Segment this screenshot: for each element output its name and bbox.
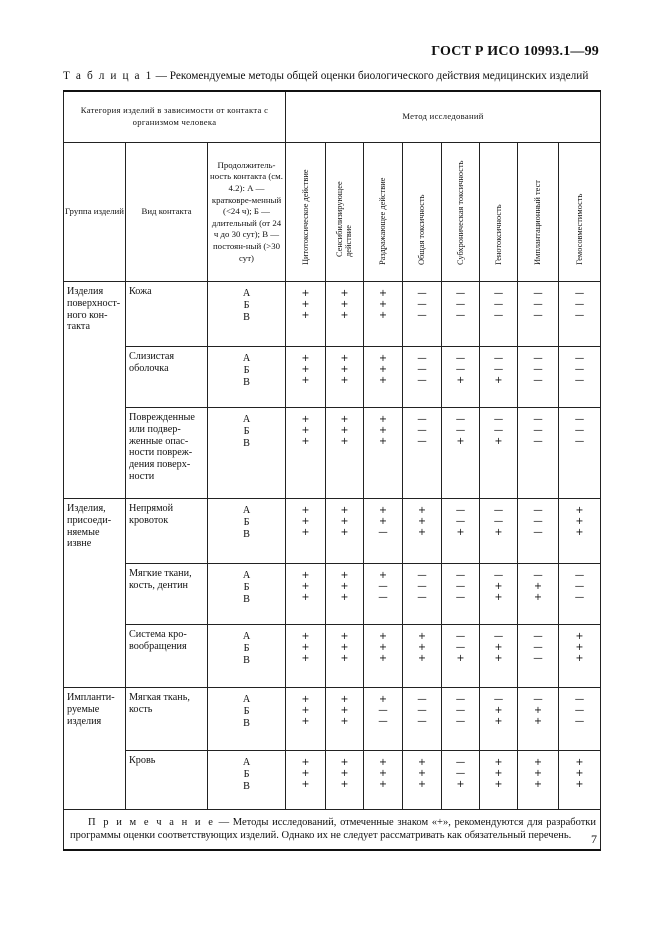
method-value-cell: + + +	[286, 625, 326, 688]
duration-cell: А Б В	[208, 347, 286, 408]
group-header: Группа изделий	[64, 143, 126, 282]
contact-type-cell: Слизистая оболочка	[126, 347, 208, 408]
method-header: Метод исследований	[286, 91, 601, 143]
method-value-cell: + + +	[326, 408, 364, 499]
method-value-cell: + + +	[403, 751, 442, 810]
table-body	[64, 282, 601, 810]
method-value-cell: — — +	[442, 408, 480, 499]
note-row	[64, 810, 601, 850]
method-value-cell: + + +	[286, 347, 326, 408]
table-row	[64, 282, 601, 347]
method-value-cell: — — +	[442, 751, 480, 810]
method-value-cell: — — —	[559, 282, 601, 347]
method-value-cell: + + +	[364, 408, 403, 499]
method-value-cell: + + +	[559, 625, 601, 688]
document-header: ГОСТ Р ИСО 10993.1—99	[431, 44, 599, 59]
table-row	[64, 408, 601, 499]
contact-type-header: Вид контакта	[126, 143, 208, 282]
method-value-cell: + + +	[364, 625, 403, 688]
table-head-row-2	[64, 143, 601, 282]
table-row	[64, 751, 601, 810]
method-value-cell: — — —	[559, 564, 601, 625]
duration-cell: А Б В	[208, 282, 286, 347]
method-value-cell: — — —	[518, 347, 559, 408]
duration-cell: А Б В	[208, 688, 286, 751]
method-header-genotoxicity	[480, 143, 518, 282]
method-value-cell: — — —	[518, 499, 559, 564]
note-label: П р и м е ч а н и е	[88, 817, 215, 828]
method-value-cell: — — —	[518, 282, 559, 347]
method-value-cell: — + +	[480, 688, 518, 751]
method-value-cell: — — —	[480, 282, 518, 347]
method-value-cell: — — —	[442, 688, 480, 751]
method-value-cell: — — —	[403, 347, 442, 408]
method-value-cell: + + +	[286, 499, 326, 564]
method-header-subchronic-toxicity	[442, 143, 480, 282]
contact-type-cell: Система кро-вообращения	[126, 625, 208, 688]
method-value-cell: — — +	[480, 408, 518, 499]
method-value-cell: — — —	[403, 408, 442, 499]
method-value-cell: + + +	[403, 625, 442, 688]
method-value-cell: — — +	[442, 347, 480, 408]
method-value-cell: — — +	[442, 499, 480, 564]
method-value-cell: — — —	[518, 408, 559, 499]
contact-type-cell: Кровь	[126, 751, 208, 810]
table-row	[64, 499, 601, 564]
method-value-cell: + + +	[559, 499, 601, 564]
method-value-cell: + + +	[286, 688, 326, 751]
method-label: Общая токсичность	[417, 194, 427, 266]
group-cell: Изделия, присоеди-няемые извне	[64, 499, 126, 688]
method-label: Генотоксичность	[493, 204, 503, 266]
table-caption-text: — Рекомендуемые методы общей оценки биологического действия медицинских изделий	[152, 70, 589, 82]
method-value-cell: + + +	[326, 751, 364, 810]
group-cell: Изделия поверхност-ного кон-такта	[64, 282, 126, 499]
contact-type-cell: Кожа	[126, 282, 208, 347]
duration-cell: А Б В	[208, 751, 286, 810]
method-header-irritation	[364, 143, 403, 282]
methods-table	[63, 90, 601, 851]
method-header-sensitization	[326, 143, 364, 282]
duration-cell: А Б В	[208, 625, 286, 688]
table-row	[64, 625, 601, 688]
method-value-cell: — — —	[403, 282, 442, 347]
method-value-cell: + + +	[286, 408, 326, 499]
method-label: Сенсибилизирующее действие	[334, 181, 353, 258]
contact-type-cell: Мягкие ткани, кость, дентин	[126, 564, 208, 625]
method-value-cell: — — —	[559, 347, 601, 408]
method-header-hemocompatibility	[559, 143, 601, 282]
method-value-cell: + + +	[326, 347, 364, 408]
method-value-cell: + — —	[364, 564, 403, 625]
method-value-cell: + + +	[286, 282, 326, 347]
method-value-cell: + — —	[364, 688, 403, 751]
method-value-cell: — — +	[442, 625, 480, 688]
method-value-cell: + + +	[364, 347, 403, 408]
group-cell: Импланти-руемые изделия	[64, 688, 126, 810]
method-header-cytotoxic	[286, 143, 326, 282]
method-value-cell: — — —	[559, 688, 601, 751]
method-value-cell: — — —	[403, 564, 442, 625]
table-caption	[63, 70, 603, 82]
note-text: — Методы исследований, отмеченные знаком «+», рекомендуются для разработки программы оценки соответствующих изделий. Однако их не следует рассматривать как обязательный перечень.	[70, 817, 597, 842]
method-label: Имплантационный тест	[533, 180, 543, 266]
method-value-cell: + + +	[364, 282, 403, 347]
method-label: Цитотоксическое действие	[300, 169, 310, 266]
method-value-cell: — — +	[480, 347, 518, 408]
contact-type-cell: Мягкая ткань, кость	[126, 688, 208, 751]
method-value-cell: — — —	[559, 408, 601, 499]
method-value-cell: + + +	[326, 564, 364, 625]
method-value-cell: — + +	[518, 564, 559, 625]
method-value-cell: — — +	[480, 499, 518, 564]
method-value-cell: + + —	[364, 499, 403, 564]
method-value-cell: — + +	[480, 625, 518, 688]
method-value-cell: + + +	[326, 499, 364, 564]
method-value-cell: — — —	[442, 282, 480, 347]
method-header-implantation	[518, 143, 559, 282]
contact-type-cell: Непрямой кровоток	[126, 499, 208, 564]
method-value-cell: — + +	[518, 688, 559, 751]
method-value-cell: + + +	[559, 751, 601, 810]
method-value-cell: + + +	[326, 688, 364, 751]
method-value-cell: + + +	[480, 751, 518, 810]
table-row	[64, 347, 601, 408]
method-label: Субхроническая токсичность	[455, 160, 465, 266]
method-value-cell: — — —	[442, 564, 480, 625]
method-header-systemic-toxicity	[403, 143, 442, 282]
method-value-cell: + + +	[286, 564, 326, 625]
method-value-cell: — + +	[480, 564, 518, 625]
table-row	[64, 688, 601, 751]
table-head-row-1	[64, 91, 601, 143]
table-caption-label: Т а б л и ц а 1	[63, 70, 153, 82]
method-value-cell: + + +	[286, 751, 326, 810]
duration-header: Продолжитель-ность контакта (см. 4.2): А — кратковре-менный (<24 ч); Б — длительный (от 24 ч до 30 сут); В — постоян-ный (>30 сут)	[208, 143, 286, 282]
duration-cell: А Б В	[208, 408, 286, 499]
method-value-cell: + + +	[326, 282, 364, 347]
method-label: Гемосовместимость	[574, 194, 584, 266]
table-note	[64, 810, 601, 850]
method-value-cell: + + +	[364, 751, 403, 810]
category-header: Категория изделий в зависимости от контакта с организмом человека	[64, 91, 286, 143]
method-value-cell: + + +	[326, 625, 364, 688]
method-value-cell: — — —	[403, 688, 442, 751]
table-row	[64, 564, 601, 625]
duration-cell: А Б В	[208, 499, 286, 564]
method-value-cell: + + +	[403, 499, 442, 564]
contact-type-cell: Поврежденные или подвер-женные опас-ности повреж-дения поверх-ности	[126, 408, 208, 499]
method-value-cell: — — —	[518, 625, 559, 688]
method-label: Раздражающее действие	[378, 177, 388, 266]
duration-cell: А Б В	[208, 564, 286, 625]
method-value-cell: + + +	[518, 751, 559, 810]
page-number: 7	[591, 832, 597, 846]
